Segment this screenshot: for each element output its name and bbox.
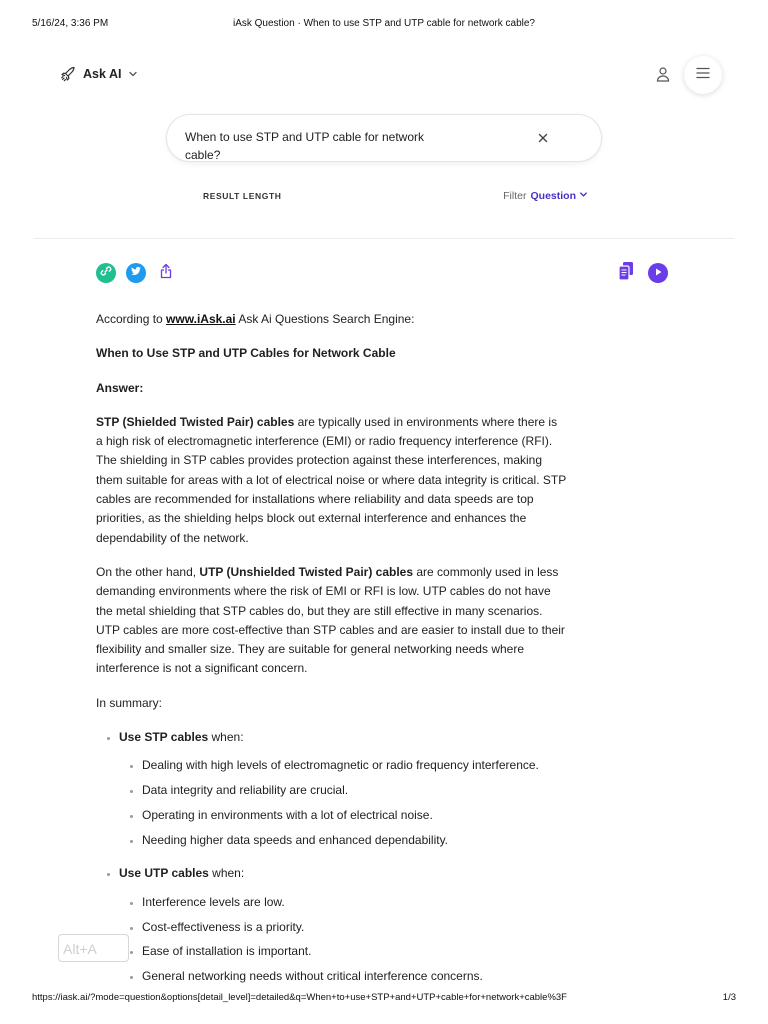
chevron-down-icon <box>579 190 588 202</box>
answer-heading-text: When to Use STP and UTP Cables for Network Cable <box>96 346 396 361</box>
utp-term: UTP (Unshielded Twisted Pair) cables <box>199 564 414 579</box>
stp-use-label: Use STP cables <box>119 730 209 745</box>
user-icon[interactable] <box>656 66 670 87</box>
filter-dropdown[interactable] <box>530 190 588 202</box>
ask-ai-dropdown[interactable] <box>60 66 138 82</box>
filter-label: Filter <box>503 190 527 202</box>
list-item: • Cost-effectiveness is a priority. <box>142 918 566 937</box>
stp-description: are typically used in environments where there is a high risk of electromagnetic interference (EMI) or radio frequency interference (RFI). The shielding in STP cables provides protection against these interferences, making them suitable for areas with a lot of electrical noise or where data integrity is critical. STP cables are recommended for installations where reliability and data speeds are top priorities, as the shielding helps block out external interference and enhances the dependability of the network. <box>96 414 566 545</box>
twitter-share-button[interactable] <box>126 263 146 283</box>
list-item <box>119 864 566 986</box>
iask-link[interactable]: www.iAsk.ai <box>166 312 236 326</box>
print-date: 5/16/24, 3:36 PM <box>32 18 109 29</box>
top-nav <box>60 62 722 90</box>
play-audio-button[interactable] <box>648 263 668 283</box>
search-box[interactable] <box>166 114 602 162</box>
utp-conditions <box>119 893 566 987</box>
stp-conditions <box>119 756 566 850</box>
keyboard-shortcut-hint: Alt+A <box>58 934 129 962</box>
list-item <box>119 728 566 850</box>
divider <box>34 238 734 239</box>
summary-label: In summary: <box>96 695 163 710</box>
list-item: • Operating in environments with a lot of electrical noise. <box>142 806 566 825</box>
ask-ai-label: Ask AI <box>83 67 122 81</box>
answer-label <box>96 379 566 398</box>
list-item: • Needing higher data speeds and enhanced dependability. <box>142 831 566 850</box>
rocket-icon <box>60 66 76 82</box>
summary-list <box>96 728 566 987</box>
result-length-label[interactable]: RESULT LENGTH <box>203 191 282 201</box>
utp-use-suffix: when: <box>208 866 245 881</box>
intro-prefix: According to <box>96 312 167 326</box>
share-actions <box>96 263 176 283</box>
print-title: iAsk Question · When to use STP and UTP cable for network cable? <box>232 18 535 29</box>
utp-description: are commonly used in less demanding environments where the risk of EMI or RFI is low. UTP cables do not have the metal shielding that STP cables do, but they are still effective in many scenarios. UTP cables are more cost-effective than STP cables and are easier to install due to their flexibility and smaller size. They are suitable for general networking needs where interference is not a significant concern. <box>96 564 565 676</box>
copy-answer-button[interactable] <box>616 263 636 283</box>
intro-suffix: Ask Ai Questions Search Engine: <box>235 312 415 326</box>
link-icon <box>100 264 112 282</box>
clipboard-icon <box>618 261 634 286</box>
utp-prefix: On the other hand, <box>96 564 200 579</box>
search-input[interactable]: When to use STP and UTP cable for network cable? <box>185 130 425 162</box>
answer-heading <box>96 344 566 363</box>
page-number: 1/3 <box>722 992 736 1003</box>
hamburger-icon <box>696 66 710 84</box>
share-icon <box>159 263 173 284</box>
list-item: • Data integrity and reliability are crucial. <box>142 781 566 800</box>
filter-value: Question <box>530 190 576 202</box>
twitter-icon <box>130 264 142 282</box>
share-button[interactable] <box>156 263 176 283</box>
clear-search-icon[interactable] <box>537 131 549 149</box>
print-url: https://iask.ai/?mode=question&options[detail_level]=detailed&q=When+to+use+STP+and+UTP+cable+for+network+cable%3F <box>32 992 567 1003</box>
answer-label-text: Answer: <box>96 380 144 395</box>
list-item: • General networking needs without critical interference concerns. <box>142 967 566 986</box>
utp-paragraph <box>96 563 566 679</box>
filter-control <box>503 190 588 202</box>
answer-tools <box>616 263 668 283</box>
answer-content <box>96 310 566 1001</box>
answer-intro <box>96 310 566 329</box>
list-item: • Dealing with high levels of electromagnetic or radio frequency interference. <box>142 756 566 775</box>
list-item: • Interference levels are low. <box>142 893 566 912</box>
stp-paragraph <box>96 413 566 548</box>
list-item: • Ease of installation is important. <box>142 942 566 961</box>
utp-use-label: Use UTP cables <box>119 866 209 881</box>
print-footer <box>32 992 736 1006</box>
stp-use-suffix: when: <box>208 730 244 745</box>
menu-button[interactable] <box>684 56 722 94</box>
chevron-down-icon <box>128 69 138 79</box>
copy-link-button[interactable] <box>96 263 116 283</box>
print-header <box>32 18 736 32</box>
stp-term: STP (Shielded Twisted Pair) cables <box>96 414 295 429</box>
play-icon <box>653 264 663 282</box>
search-options <box>203 190 588 206</box>
